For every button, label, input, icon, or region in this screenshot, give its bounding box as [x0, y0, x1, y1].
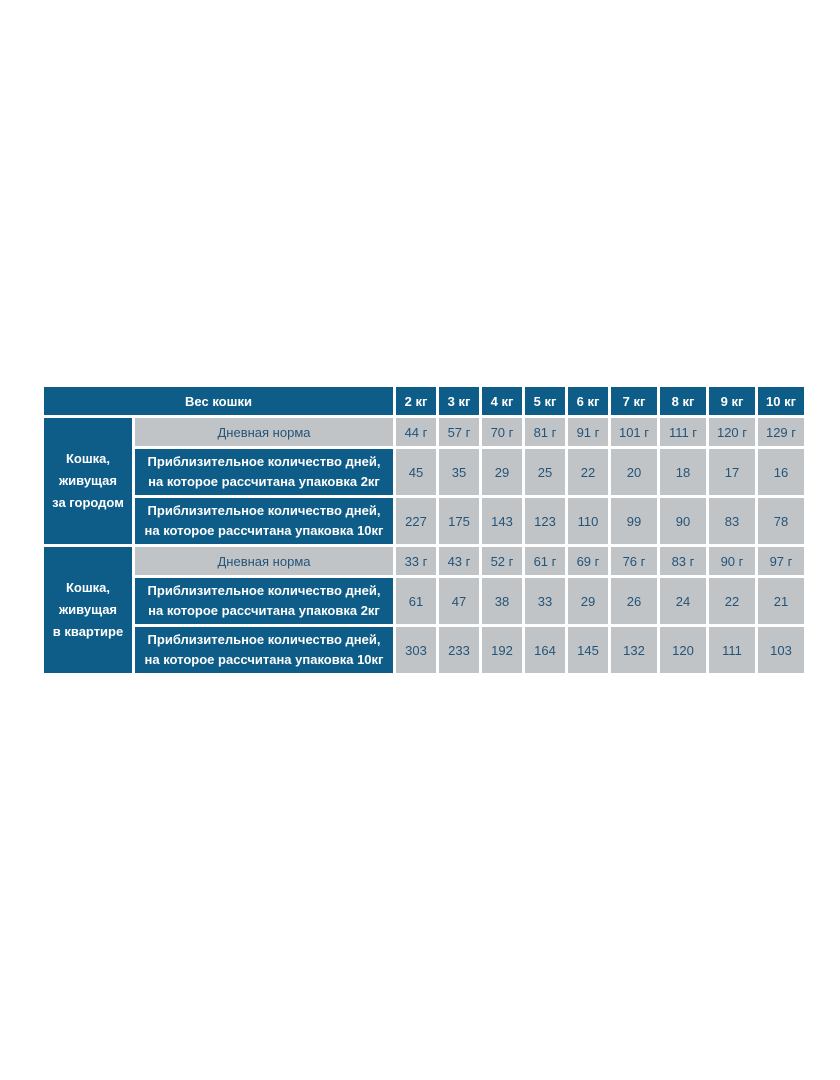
table-cell: 90: [660, 498, 706, 544]
row-label-days-10kg: Приблизительное количество дней, на которое рассчитана упаковка 10кг: [135, 627, 393, 673]
table-cell: 22: [568, 449, 608, 495]
table-cell: 145: [568, 627, 608, 673]
table-cell: 120 г: [709, 418, 755, 446]
row-label-days-10kg: Приблизительное количество дней, на которое рассчитана упаковка 10кг: [135, 498, 393, 544]
table-row: [44, 547, 804, 575]
table-cell: 120: [660, 627, 706, 673]
header-row: [44, 387, 804, 415]
table-cell: 38: [482, 578, 522, 624]
table-cell: 227: [396, 498, 436, 544]
table-cell: 20: [611, 449, 657, 495]
table-cell: 303: [396, 627, 436, 673]
category-cell-apartment: [44, 547, 132, 673]
table-cell: 76 г: [611, 547, 657, 575]
table-cell: 111: [709, 627, 755, 673]
table-row: [44, 449, 804, 495]
table-cell: 22: [709, 578, 755, 624]
table-cell: 78: [758, 498, 804, 544]
table-cell: 90 г: [709, 547, 755, 575]
table-cell: 123: [525, 498, 565, 544]
table-cell: 18: [660, 449, 706, 495]
table-cell: 101 г: [611, 418, 657, 446]
category-label: Кошка, живущая в квартире: [52, 580, 124, 639]
table-cell: 97 г: [758, 547, 804, 575]
table-cell: 110: [568, 498, 608, 544]
table-cell: 47: [439, 578, 479, 624]
category-label: Кошка, живущая за городом: [52, 451, 124, 510]
table-cell: 35: [439, 449, 479, 495]
table-cell: 164: [525, 627, 565, 673]
table-cell: 52 г: [482, 547, 522, 575]
table-cell: 17: [709, 449, 755, 495]
table-row: [44, 578, 804, 624]
table-cell: 91 г: [568, 418, 608, 446]
category-cell-country: [44, 418, 132, 544]
table-cell: 33: [525, 578, 565, 624]
table-row: [44, 498, 804, 544]
table-cell: 175: [439, 498, 479, 544]
row-label-daily-norm: Дневная норма: [135, 547, 393, 575]
table-cell: 57 г: [439, 418, 479, 446]
row-label-days-2kg: Приблизительное количество дней, на которое рассчитана упаковка 2кг: [135, 578, 393, 624]
table-cell: 21: [758, 578, 804, 624]
weight-column-header: 9 кг: [709, 387, 755, 415]
table-cell: 24: [660, 578, 706, 624]
table-cell: 29: [568, 578, 608, 624]
table-cell: 233: [439, 627, 479, 673]
table-cell: 70 г: [482, 418, 522, 446]
table-cell: 83: [709, 498, 755, 544]
table-cell: 129 г: [758, 418, 804, 446]
table-cell: 61 г: [525, 547, 565, 575]
table-cell: 33 г: [396, 547, 436, 575]
weight-column-header: 3 кг: [439, 387, 479, 415]
table-cell: 16: [758, 449, 804, 495]
weight-column-header: 7 кг: [611, 387, 657, 415]
feeding-table: [41, 384, 807, 676]
row-label-days-2kg: Приблизительное количество дней, на которое рассчитана упаковка 2кг: [135, 449, 393, 495]
table-cell: 44 г: [396, 418, 436, 446]
row-label-daily-norm: Дневная норма: [135, 418, 393, 446]
weight-column-header: 2 кг: [396, 387, 436, 415]
weight-column-header: 6 кг: [568, 387, 608, 415]
weight-column-header: 5 кг: [525, 387, 565, 415]
table-cell: 103: [758, 627, 804, 673]
table-cell: 43 г: [439, 547, 479, 575]
table-cell: 45: [396, 449, 436, 495]
table-cell: 69 г: [568, 547, 608, 575]
weight-column-header: 10 кг: [758, 387, 804, 415]
table-cell: 111 г: [660, 418, 706, 446]
table-cell: 26: [611, 578, 657, 624]
weight-header: Вес кошки: [44, 387, 393, 415]
weight-column-header: 4 кг: [482, 387, 522, 415]
table-cell: 29: [482, 449, 522, 495]
table-cell: 143: [482, 498, 522, 544]
table-cell: 132: [611, 627, 657, 673]
table-row: [44, 627, 804, 673]
weight-column-header: 8 кг: [660, 387, 706, 415]
table-row: [44, 418, 804, 446]
table-cell: 81 г: [525, 418, 565, 446]
table-cell: 99: [611, 498, 657, 544]
table-cell: 61: [396, 578, 436, 624]
table-cell: 192: [482, 627, 522, 673]
table-cell: 25: [525, 449, 565, 495]
table-cell: 83 г: [660, 547, 706, 575]
